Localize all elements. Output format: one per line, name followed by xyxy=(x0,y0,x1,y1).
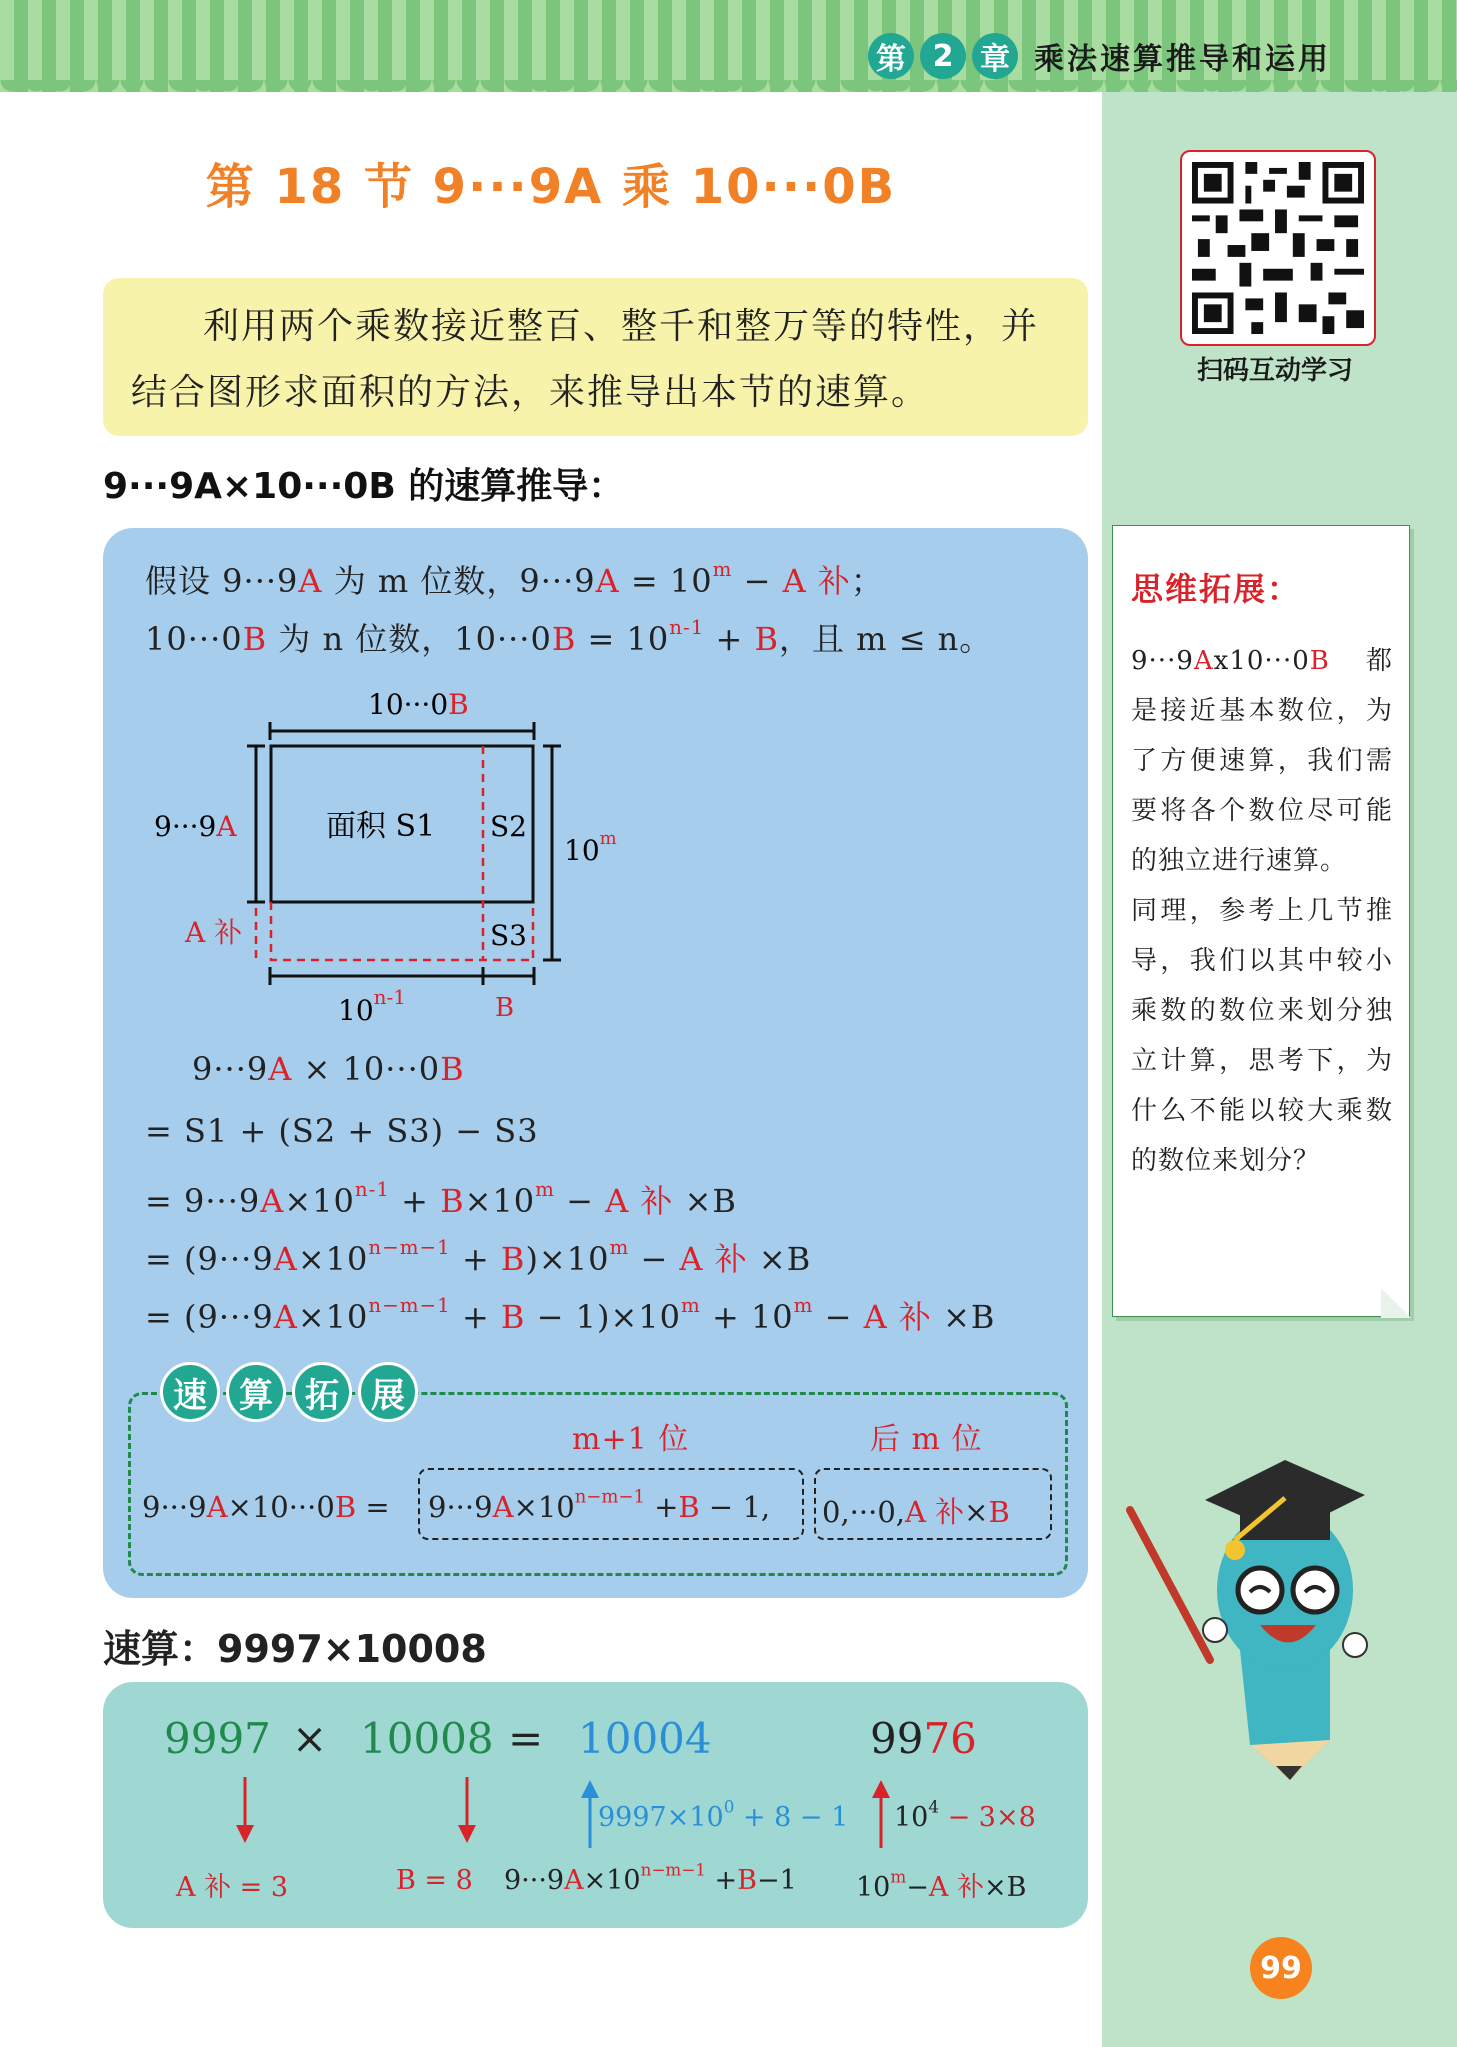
note-title: 思维拓展： xyxy=(1131,570,1302,608)
extension-formula-low: 0,···0,A 补×B xyxy=(822,1495,1010,1529)
chapter-header xyxy=(868,30,1331,82)
example-equals: = xyxy=(508,1714,544,1763)
page-number: 99 xyxy=(1250,1937,1312,1999)
intro-text: 利用两个乘数接近整百、整千和整万等的特性，并结合图形求面积的方法，来推导出本节的速算。 xyxy=(131,306,1040,413)
step-2: = $9\cdot\cdot\cdot 9A\times 10^{n-1} + B\times 10^m - A$ 补 ×B xyxy=(145,1178,737,1220)
arrow-down-icon xyxy=(230,1775,260,1845)
diagram-a-comp-label: A 补 xyxy=(185,916,243,949)
last-m-digits-label: 后 m 位 xyxy=(870,1422,983,1457)
step-3: = $(9\cdot\cdot\cdot 9A\times 10^{n-m-1} + B)\times 10^m - A$ 补 ×B xyxy=(145,1236,812,1278)
diagram-top-label: 10···0B xyxy=(368,688,469,721)
arrow-down-icon xyxy=(452,1775,482,1845)
diagram-right-label: 10$^m$ xyxy=(564,828,617,867)
section-title: 第 18 节 9···9A 乘 10···0B xyxy=(205,159,897,215)
chapter-char-1: 第 xyxy=(868,33,914,79)
example-result-low: 9976 xyxy=(870,1714,977,1763)
pencil-mascot-icon xyxy=(1120,1440,1420,1790)
intro-box xyxy=(103,278,1088,436)
step-1: = S1 + (S2 + S3) − S3 xyxy=(145,1112,539,1150)
note-body: 9···9Ax10···0B 都是接近基本数位，为了方便速算，我们需要将各个数位尽可能的独立进行速算。 同理，参考上几节推导，我们以其中较小乘数的数位来划分独立计算，思考下，为什么不能以较大乘数的数位来划分？ xyxy=(1131,646,1393,1176)
note-page-fold xyxy=(1381,1288,1411,1318)
extension-formula-left: 9···9A×10···0B = xyxy=(142,1490,390,1524)
chapter-char-2: 章 xyxy=(972,33,1018,79)
example-times: × xyxy=(292,1714,328,1763)
diagram-s3-label: S3 xyxy=(490,919,527,952)
assumption-line-1: 假设 9···9A 为 m 位数，$9\cdot\cdot\cdot 9A = 10^m - A$ 补； xyxy=(145,558,884,600)
example-low-calc: $10^4 - 3\times 8$ xyxy=(894,1796,1036,1833)
example-a-complement: A 补 = 3 xyxy=(176,1872,289,1903)
qr-label: 扫码互动学习 xyxy=(1196,356,1353,386)
example-result-high: 10004 xyxy=(578,1714,712,1763)
example-label: 速算：9997×10008 xyxy=(103,1627,487,1671)
qr-code[interactable] xyxy=(1180,150,1376,346)
qr-code-icon xyxy=(1192,162,1364,334)
assumption-line-2: 10···0B 为 n 位数，$10\cdot\cdot\cdot 0B = 10^{n-1} + B$，且 m ≤ n。 xyxy=(145,616,993,658)
diagram-bottom-label: 10$^{n-1}$ xyxy=(338,985,407,1027)
arrow-up-icon xyxy=(866,1778,896,1850)
thinking-extension-note xyxy=(1112,525,1410,1317)
area-diagram xyxy=(140,680,660,1040)
example-low-formula: $10^m-A$ 补×B xyxy=(856,1866,1027,1903)
step-4: = $(9\cdot\cdot\cdot 9A\times 10^{n-m-1} + B - 1)\times 10^m + 10^m - A$ 补 ×B xyxy=(145,1294,996,1336)
example-high-calc: $9997\times 10^0 + 8 - 1$ xyxy=(598,1796,849,1833)
derivation-heading: 9···9A×10···0B 的速算推导： xyxy=(103,466,625,507)
chapter-title: 乘法速算推导和运用 xyxy=(1034,42,1331,77)
step-0: 9···9A × 10···0B xyxy=(192,1050,465,1088)
diagram-s1-label: 面积 S1 xyxy=(326,809,436,844)
diagram-left-label: 9···9A xyxy=(154,810,237,843)
extension-formula-high: $9\cdot\cdot\cdot 9A\times 10^{n-m-1} +B - 1$, xyxy=(428,1486,771,1524)
example-factor-1: 9997 xyxy=(164,1714,271,1763)
diagram-s2-label: S2 xyxy=(490,810,527,843)
example-factor-2: 10008 xyxy=(360,1714,494,1763)
m-plus-1-digits-label: m+1 位 xyxy=(572,1422,690,1457)
diagram-bottom-b-label: B xyxy=(495,993,515,1023)
example-high-formula: $9\cdot\cdot\cdot 9A\times 10^{n-m-1} +B-1$ xyxy=(504,1859,797,1896)
chapter-number: 2 xyxy=(920,33,966,79)
quick-calc-extension-tag: 速 算 拓 展 xyxy=(160,1362,418,1422)
example-b-value: B = 8 xyxy=(396,1865,473,1896)
